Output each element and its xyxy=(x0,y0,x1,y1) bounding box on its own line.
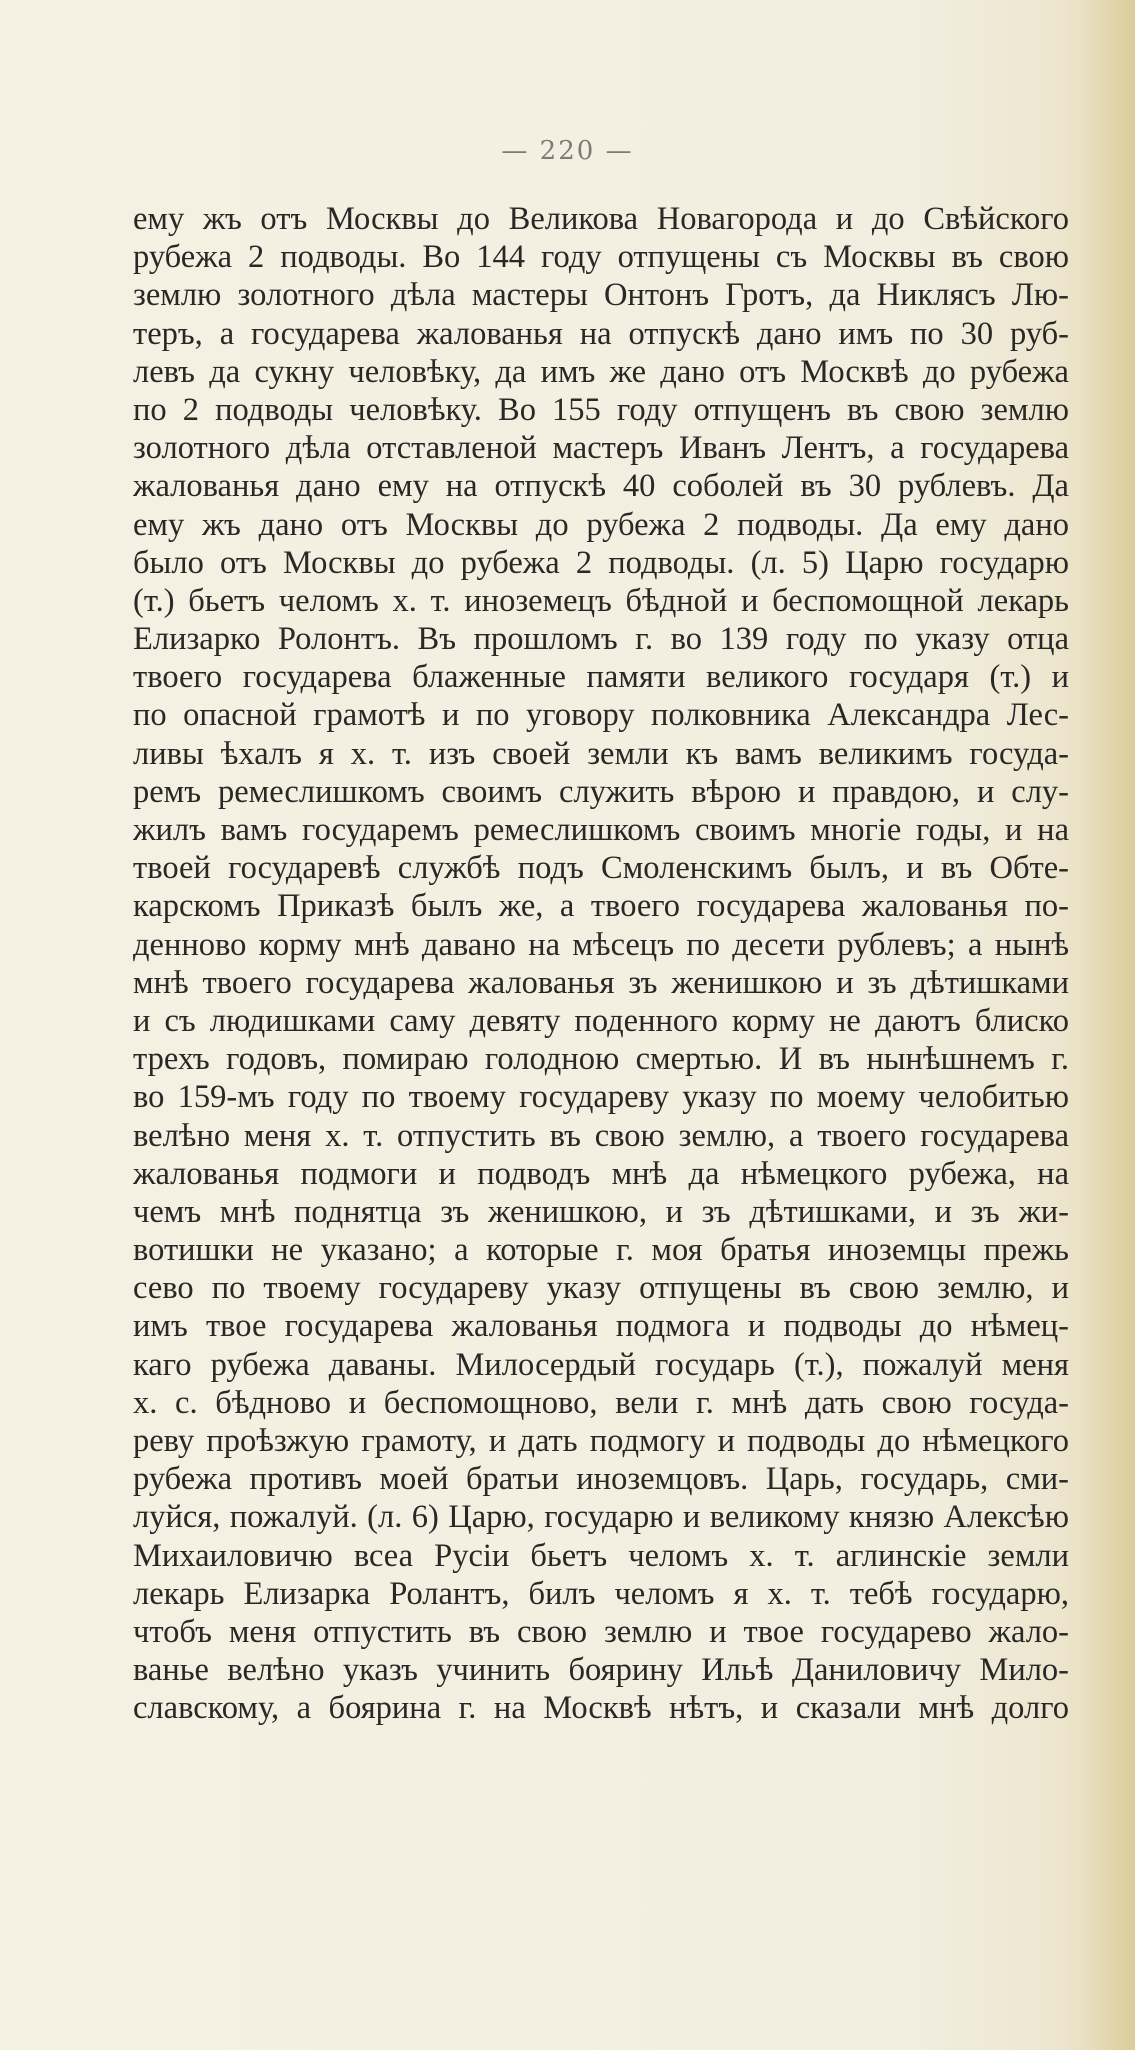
text-line: ванье велѣно указъ учинить боярину Ильѣ Даниловичу Мило- xyxy=(133,1652,1069,1689)
text-line: жалованья подмоги и подводъ мнѣ да нѣмецкого рубежа, на xyxy=(133,1155,1069,1192)
text-line: Елизарко Ролонтъ. Въ прошломъ г. во 139 году по указу отца xyxy=(133,621,1069,658)
text-line: х. с. бѣдново и беспомощново, вели г. мнѣ дать свою госуда- xyxy=(133,1384,1069,1421)
text-line: ему жъ дано отъ Москвы до рубежа 2 подводы. Да ему дано xyxy=(133,506,1069,543)
text-line: и съ людишками саму девяту поденного корму не даютъ блиско xyxy=(133,1002,1069,1039)
text-line: ремъ ремеслишкомъ своимъ служить вѣрою и правдою, и слу- xyxy=(133,773,1069,810)
text-line: мнѣ твоего государева жалованья зъ женишкою и зъ дѣтишками xyxy=(133,964,1069,1001)
text-line: карскомъ Приказѣ былъ же, а твоего государева жалованья по- xyxy=(133,888,1069,925)
text-line: землю золотного дѣла мастеры Онтонъ Гротъ, да Никлясъ Лю- xyxy=(133,277,1069,314)
text-line: славскому, а боярина г. на Москвѣ нѣтъ, и сказали мнѣ долго xyxy=(133,1690,1069,1727)
text-line: вотишки не указано; а которые г. моя братья иноземцы прежь xyxy=(133,1232,1069,1269)
text-line: ливы ѣхалъ я х. т. изъ своей земли къ вамъ великимъ госуда- xyxy=(133,735,1069,772)
text-line: Михаиловичю всеа Русiи бьетъ челомъ х. т. аглинскiе земли xyxy=(133,1537,1069,1574)
text-line: чтобъ меня отпустить въ свою землю и твое государево жало- xyxy=(133,1613,1069,1650)
text-line: твоей государевѣ службѣ подъ Смоленскимъ былъ, и въ Обте- xyxy=(133,850,1069,887)
text-line: по опасной грамотѣ и по уговору полковника Александра Лес- xyxy=(133,697,1069,734)
text-line: во 159-мъ году по твоему государеву указу по моему челобитью xyxy=(133,1079,1069,1116)
text-line: луйся, пожалуй. (л. 6) Царю, государю и великому князю Алексѣю xyxy=(133,1499,1069,1536)
text-line: трехъ годовъ, помираю голодною смертью. И въ нынѣшнемъ г. xyxy=(133,1041,1069,1078)
text-line: имъ твое государева жалованья подмога и подводы до нѣмец- xyxy=(133,1308,1069,1345)
text-line: левъ да сукну человѣку, да имъ же дано отъ Москвѣ до рубежа xyxy=(133,353,1069,390)
text-line: денново корму мнѣ давано на мѣсецъ по десети рублевъ; а нынѣ xyxy=(133,926,1069,963)
page-spine-shadow xyxy=(1085,0,1135,2050)
text-line: чемъ мнѣ поднятца зъ женишкою, и зъ дѣтишками, и зъ жи- xyxy=(133,1193,1069,1230)
text-line: сево по твоему государеву указу отпущены въ свою землю, и xyxy=(133,1270,1069,1307)
text-line: было отъ Москвы до рубежа 2 подводы. (л. 5) Царю государю xyxy=(133,544,1069,581)
body-text xyxy=(133,200,1069,1728)
text-line: твоего государева блаженные памяти великого государя (т.) и xyxy=(133,659,1069,696)
text-line: золотного дѣла отставленой мастеръ Иванъ Лентъ, а государева xyxy=(133,430,1069,467)
text-line: каго рубежа даваны. Милосердый государь (т.), пожалуй меня xyxy=(133,1346,1069,1383)
text-line: реву проѣзжую грамоту, и дать подмогу и подводы до нѣмецкого xyxy=(133,1423,1069,1459)
page-number: — 220 — xyxy=(501,136,634,166)
text-line: рубежа 2 подводы. Во 144 году отпущены съ Москвы въ свою xyxy=(133,239,1069,276)
text-line: теръ, а государева жалованья на отпускѣ дано имъ по 30 руб- xyxy=(133,315,1069,352)
text-line: ему жъ отъ Москвы до Великова Новагорода и до Свѣйского xyxy=(133,201,1069,237)
text-line: велѣно меня х. т. отпустить въ свою землю, а твоего государева xyxy=(133,1117,1069,1154)
text-line: рубежа противъ моей братьи иноземцовъ. Царь, государь, сми- xyxy=(133,1461,1069,1498)
text-line: лекарь Елизарка Ролантъ, билъ челомъ я х. т. тебѣ государю, xyxy=(133,1575,1069,1612)
text-line: по 2 подводы человѣку. Во 155 году отпущенъ въ свою землю xyxy=(133,391,1069,428)
text-line: (т.) бьетъ челомъ х. т. иноземецъ бѣдной и беспомощной лекарь xyxy=(133,582,1069,619)
text-line: жилъ вамъ государемъ ремеслишкомъ своимъ многiе годы, и на xyxy=(133,812,1069,848)
text-line: жалованья дано ему на отпускѣ 40 соболей въ 30 рублевъ. Да xyxy=(133,468,1069,505)
